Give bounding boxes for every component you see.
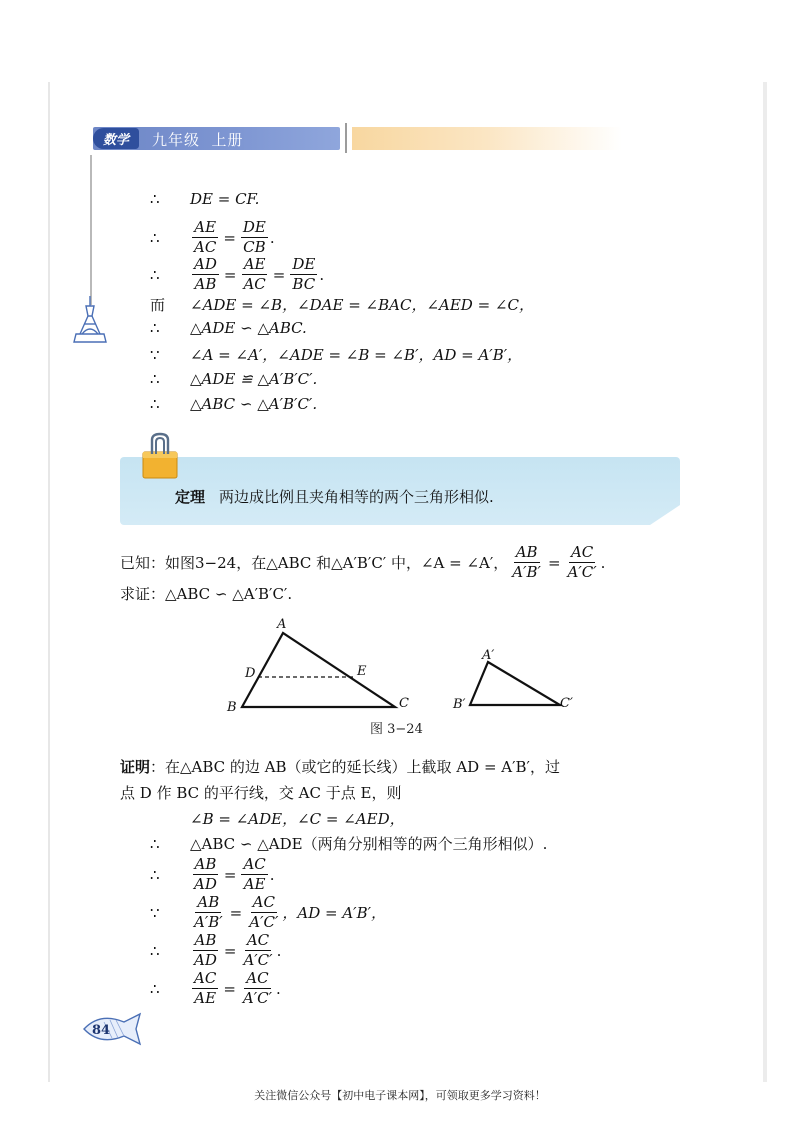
fraction — [192, 220, 218, 255]
prove-line: 求证：△ABC ∽ △A′B′C′. — [120, 585, 293, 603]
denominator: A′B′ — [194, 913, 223, 931]
theorem-label: 定理 — [175, 488, 206, 506]
math-text: △ADE ≌ △A′B′C′. — [190, 370, 318, 388]
denominator: A′C′ — [242, 989, 273, 1007]
fraction — [566, 545, 599, 580]
proof-text: ：在△ABC 的边 AB（或它的延长线）上截取 AD = A′B′，过 — [150, 758, 560, 776]
therefore-symbol: ∴ — [150, 319, 160, 337]
numerator: AE — [243, 255, 266, 273]
header-title: 九年级 上册 — [152, 131, 244, 149]
math-text: ∠ADE = ∠B，∠DAE = ∠BAC，∠AED = ∠C， — [190, 296, 534, 314]
proof-line-g: ∴ $\frac{AB}{AD}$ = $\frac{AC}{A'C'}$ . — [150, 931, 282, 969]
page-curl — [650, 505, 680, 525]
denominator: A′C′ — [249, 913, 279, 931]
fraction — [192, 933, 219, 968]
label-A: A — [277, 617, 287, 632]
therefore-symbol: ∴ — [150, 979, 160, 998]
numerator: AD — [194, 255, 217, 273]
numerator: AC — [246, 931, 270, 949]
proof-line-1 — [150, 190, 259, 208]
figure-caption: 图 3−24 — [370, 722, 423, 737]
denominator: AD — [194, 951, 217, 969]
fraction — [241, 933, 274, 968]
binder-clip-icon — [140, 432, 180, 480]
fraction — [241, 257, 267, 292]
proof-line-c: ∠B = ∠ADE，∠C = ∠AED， — [190, 810, 405, 828]
therefore-symbol: ∴ — [150, 834, 160, 853]
label-C-prime: C′ — [560, 696, 573, 711]
numerator: AE — [194, 218, 217, 236]
denominator: CB — [243, 238, 266, 256]
fraction — [192, 895, 225, 930]
denominator: A′B′ — [512, 563, 541, 581]
header-strip — [352, 127, 622, 150]
therefore-symbol: ∴ — [150, 865, 160, 884]
fraction — [192, 971, 218, 1006]
proof-line-2: ∴ $\frac{AE}{AC}$ = $\frac{DE}{CB}$ . — [150, 218, 275, 256]
math-text: △ABC ∽ △ADE（两角分别相等的两个三角形相似）. — [190, 835, 548, 853]
fraction — [247, 895, 280, 930]
punct: . — [319, 265, 325, 284]
denominator: AC — [243, 275, 266, 293]
fraction — [192, 257, 219, 292]
punct: . — [269, 228, 275, 247]
numerator: DE — [292, 255, 316, 273]
proof-line-b: 点 D 作 BC 的平行线，交 AC 于点 E，则 — [120, 784, 402, 802]
proof-line-a — [120, 756, 560, 777]
math-text: ∠A = ∠A′，∠ADE = ∠B = ∠B′，AD = A′B′， — [190, 346, 523, 364]
numerator: AC — [243, 855, 266, 873]
numerator: AB — [194, 931, 217, 949]
numerator: AC — [246, 969, 269, 987]
numerator: AC — [194, 969, 217, 987]
label-E: E — [357, 664, 367, 679]
therefore-symbol: ∴ — [150, 190, 160, 208]
fraction — [192, 857, 219, 892]
numerator: AC — [252, 893, 275, 911]
fraction — [241, 857, 267, 892]
punct: . — [600, 553, 606, 572]
triangle-figure — [225, 615, 585, 715]
therefore-symbol: ∴ — [150, 370, 160, 388]
therefore-symbol: ∴ — [150, 395, 160, 413]
math-text: △ADE ∽ △ABC. — [190, 319, 307, 337]
label-C: C — [399, 696, 409, 711]
margin-line — [90, 155, 92, 305]
given-text: 已知：如图3−24，在△ABC 和△A′B′C′ 中，∠A = ∠A′， — [120, 554, 509, 572]
proof-line-e: ∴ $\frac{AB}{AD}$ = $\frac{AC}{AE}$ . — [150, 855, 275, 893]
proof-line-6 — [150, 344, 522, 365]
denominator: AD — [194, 875, 217, 893]
proof-line-4 — [150, 294, 534, 315]
fraction — [241, 220, 268, 255]
given-line: 已知：如图3−24，在△ABC 和△A′B′C′ 中，∠A = ∠A′， $\frac{AB}{A'B'}$ = $\frac{AC}{A'C'}$ . — [120, 543, 606, 581]
proof-line-h: ∴ $\frac{AC}{AE}$ = $\frac{AC}{A'C'}$ . — [150, 969, 281, 1007]
proof-line-5 — [150, 319, 307, 337]
label-D: D — [245, 666, 256, 681]
label-B-prime: B′ — [453, 697, 466, 712]
proof-line-7 — [150, 370, 317, 388]
proof-line-f: ∵ $\frac{AB}{A'B'}$ = $\frac{AC}{A'C'}$ ，AD = A′B′， — [150, 893, 387, 931]
denominator: AB — [194, 275, 217, 293]
punct: . — [276, 979, 281, 998]
page-number: 84 — [92, 1023, 111, 1038]
header-divider — [345, 123, 347, 153]
numerator: AB — [197, 893, 220, 911]
denominator: AE — [194, 989, 217, 1007]
because-symbol: ∵ — [150, 345, 160, 364]
proof-line-3: ∴ $\frac{AD}{AB}$ = $\frac{AE}{AC}$ = $\frac{DE}{BC}$ . — [150, 255, 325, 293]
numerator: AB — [194, 855, 217, 873]
punct: . — [276, 941, 282, 960]
math-text: ，AD = A′B′， — [282, 904, 387, 922]
denominator: AE — [243, 875, 266, 893]
numerator: AC — [570, 543, 594, 561]
proof-label: 证明 — [120, 758, 151, 776]
therefore-symbol: ∴ — [150, 265, 160, 284]
tower-icon — [70, 294, 110, 346]
theorem-text — [175, 486, 494, 507]
label-B: B — [227, 700, 237, 715]
fraction — [510, 545, 543, 580]
conjunction: 而 — [150, 296, 166, 314]
denominator: A′C′ — [243, 951, 273, 969]
therefore-symbol: ∴ — [150, 228, 160, 247]
proof-line-d — [150, 833, 547, 854]
theorem-statement: 两边成比例且夹角相等的两个三角形相似. — [219, 488, 494, 506]
page-number-fish-icon — [80, 1010, 144, 1048]
numerator: AB — [515, 543, 538, 561]
numerator: DE — [242, 218, 266, 236]
proof-line-8 — [150, 395, 317, 413]
fraction — [290, 257, 317, 292]
therefore-symbol: ∴ — [150, 941, 160, 960]
denominator: A′C′ — [567, 563, 597, 581]
because-symbol: ∵ — [150, 903, 160, 922]
fraction — [241, 971, 274, 1006]
math-text: DE = CF. — [190, 190, 260, 208]
label-A-prime: A′ — [482, 648, 495, 663]
punct: . — [269, 865, 275, 884]
footer-note: 关注微信公众号【初中电子课本网】，可领取更多学习资料！ — [254, 1089, 546, 1102]
math-text: △ABC ∽ △A′B′C′. — [190, 395, 318, 413]
subject-badge: 数学 — [93, 128, 139, 149]
denominator: BC — [292, 275, 316, 293]
denominator: AC — [194, 238, 217, 256]
